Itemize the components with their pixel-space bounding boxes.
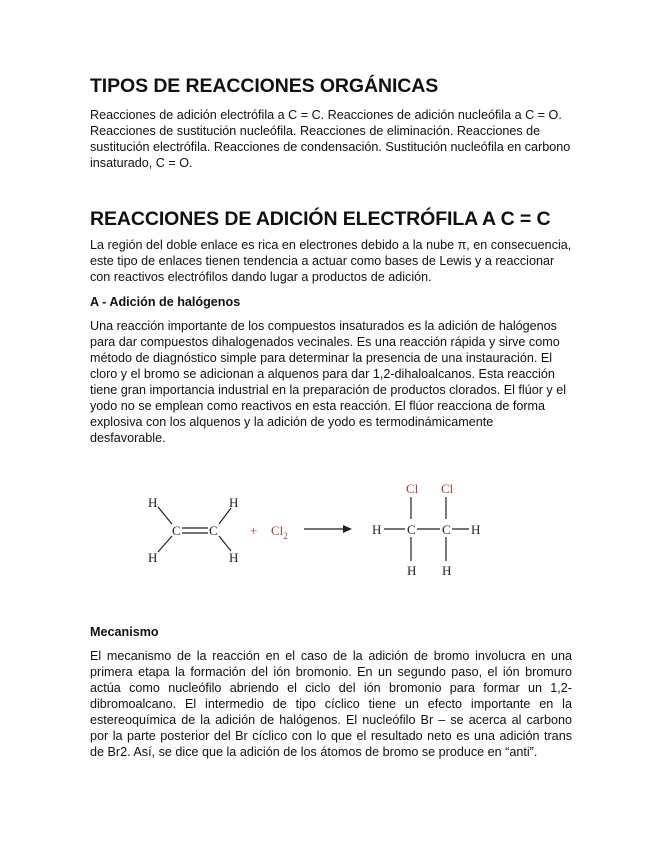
atom-h: H: [148, 495, 158, 510]
types-paragraph: Reacciones de adición electrófila a C = C. Reacciones de adición nucleófila a C = O. Reacciones de sustitución nucleófila. Reacciones de eliminación. Reacciones de sustitución electrófila. Reacciones de condensación. Sustitución nucleófila en carbono insaturado, C = O.: [90, 108, 571, 170]
atom-c: C: [442, 522, 451, 537]
reaction-diagram: [134, 472, 554, 584]
atom-cl: Cl: [406, 481, 419, 496]
atom-h: H: [442, 563, 452, 578]
atom-cl: Cl: [441, 481, 454, 496]
atom-h: H: [229, 550, 239, 565]
atom-h: H: [229, 495, 239, 510]
atom-c: C: [407, 522, 416, 537]
subsection-title-mechanism: Mecanismo: [90, 625, 159, 639]
atom-h: H: [407, 563, 417, 578]
dichloroethane-molecule: [372, 481, 480, 578]
reagent-cl2: $Cl_2$: [271, 523, 288, 541]
atom-c: C: [209, 523, 218, 538]
atom-h: H: [372, 522, 382, 537]
atom-c: C: [172, 523, 181, 538]
intro-paragraph: La región del doble enlace es rica en electrones debido a la nube π, en consecuencia, este tipo de enlaces tienen tendencia a actuar como bases de Lewis y a reaccionar con reactivos electrófilos dando lugar a productos de adición.: [90, 238, 572, 284]
mechanism-paragraph: El mecanismo de la reacción en el caso de la adición de bromo involucra en una primera etapa la formación del ión bromonio. En un segundo paso, el ión bromuro actúa como nucleófilo abriendo el ciclo del ión bromonio para formar un 1,2-dibromoalcano. El intermedio de tipo cíclico tiene un efecto importante en la estereoquímica de la adición de halógenos. El nucleófilo Br – se acerca al carbono por la parte posterior del Br cíclico con lo que el resultado neto es una adición trans de Br2. Así, se dice que la adición de los átomos de bromo se produce en “anti”.: [90, 649, 572, 759]
atom-h: H: [471, 522, 481, 537]
atom-h: H: [148, 550, 158, 565]
subsection-title-halogen-addition: A - Adición de halógenos: [90, 295, 241, 309]
ethylene-molecule: [148, 495, 238, 565]
halogen-addition-paragraph: Una reacción importante de los compuestos insaturados es la adición de halógenos para dar compuestos dihalogenados vecinales. Es una reacción rápida y sirve como método de diagnóstico simple para determinar la presencia de una instauración. El cloro y el bromo se adicionan a alquenos para dar 1,2-dihaloalcanos. Esta reacción tiene gran importancia industrial en la preparación de productos clorados. El flúor y el yodo no se emplean como reactivos en esta reacción. El flúor reacciona de forma explosiva con los alquenos y la adición de yodo es termodinámicamente desfavorable.: [90, 319, 567, 445]
section-title-types: TIPOS DE REACCIONES ORGÁNICAS: [90, 75, 439, 97]
document-page: [90, 74, 572, 760]
reaction-arrow: [304, 525, 352, 533]
section-title-electrophilic-addition: REACCIONES DE ADICIÓN ELECTRÓFILA A C = C: [90, 208, 551, 230]
plus-sign: +: [250, 523, 258, 538]
reaction-scheme: [90, 472, 572, 584]
